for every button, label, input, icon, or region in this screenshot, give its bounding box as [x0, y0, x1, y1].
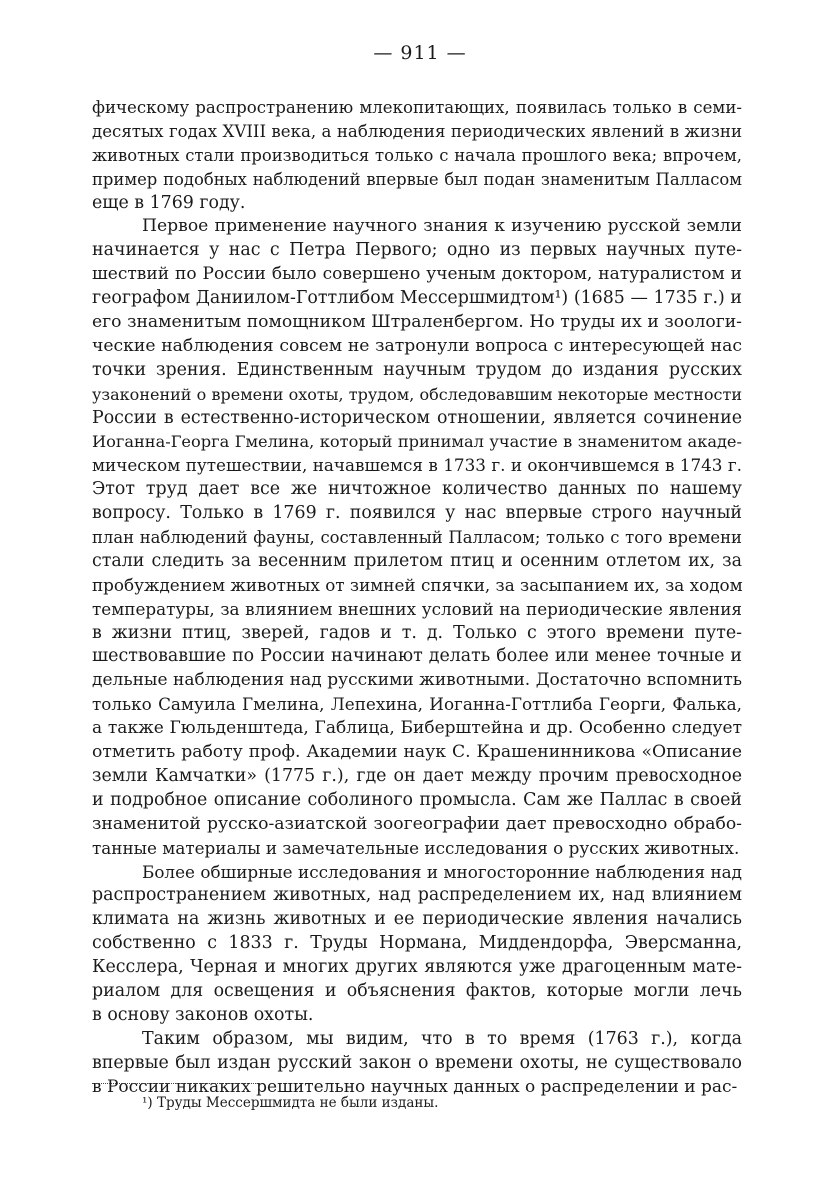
text-line: распространением животных, над распределением их, над влиянием: [92, 885, 742, 906]
text-line: фическому распространению млекопитающих, появилась только в семи-: [92, 98, 742, 117]
text-line: вопросу. Только в 1769 г. появился у нас впервые строго научный: [92, 503, 742, 524]
paragraph: [92, 861, 742, 1028]
text-line: мическом путешествии, начавшемся в 1733 г. и окончившемся в 1743 г.: [92, 455, 742, 476]
text-line: стали следить за весенним прилетом птиц и осенним отлетом их, за: [92, 550, 742, 571]
text-line: впервые был издан русский закон о времени охоты, не существовало: [92, 1052, 742, 1073]
page-number: — 911 —: [373, 42, 467, 64]
text-line: танные материалы и замечательные исследования о русских животных.: [92, 837, 740, 858]
text-line: в жизни птиц, зверей, гадов и т. д. Только с этого времени путе-: [92, 622, 742, 643]
body-text: [92, 96, 742, 1099]
text-line: знаменитой русско-азиатской зоогеографии дает превосходно обрабо-: [92, 813, 742, 834]
text-line: климата на жизнь животных и ее периодические явления начались: [92, 909, 742, 930]
text-line: только Самуила Гмелина, Лепехина, Иоганна-Готтлиба Георги, Фалька,: [92, 694, 742, 715]
footnote-divider: [92, 1083, 262, 1084]
text-line: дельные наблюдения над русскими животными. Достаточно вспомнить: [92, 670, 742, 691]
text-line: а также Гюльденштеда, Габлица, Биберштейна и др. Особенно следует: [92, 718, 742, 739]
text-line: в России никаких решительно научных данных о распределении и рас-: [92, 1076, 738, 1097]
text-line: еще в 1769 году.: [92, 192, 246, 213]
text-line: его знаменитым помощником Штраленбергом. Но труды их и зоологи-: [92, 312, 742, 333]
text-line: географом Даниилом-Готтлибом Мессершмидтом¹) (1685 — 1735 г.) и: [92, 288, 742, 309]
text-line: точки зрения. Единственным научным трудом до издания русских: [92, 359, 742, 380]
text-line: Этот труд дает все же ничтожное количество данных по нашему: [92, 479, 742, 500]
text-line: шествовавшие по России начинают делать более или менее точные и: [92, 646, 742, 667]
text-line: и подробное описание соболиного промысла. Сам же Паллас в своей: [92, 789, 742, 810]
paragraph: [92, 96, 742, 215]
text-line: Таким образом, мы видим, что в то время (1763 г.), когда: [142, 1028, 742, 1049]
footnote: ¹) Труды Мессершмидта не были изданы.: [142, 1095, 439, 1111]
text-line: отметить работу проф. Академии наук С. Крашенинникова «Описание: [92, 742, 742, 763]
text-line: ческие наблюдения совсем не затронули вопроса с интересующей нас: [92, 335, 742, 356]
text-line: шествий по России было совершено ученым доктором, натуралистом и: [92, 264, 742, 285]
text-line: Кесслера, Черная и многих других являются уже драгоценным мате-: [92, 957, 742, 978]
text-line: России в естественно-историческом отношении, является сочинение: [92, 407, 742, 428]
text-line: узаконений о времени охоты, трудом, обследовавшим некоторые местности: [92, 384, 742, 404]
text-line: десятых годах XVIII века, а наблюдения периодических явлений в жизни: [92, 121, 742, 141]
text-line: собственно с 1833 г. Труды Нормана, Миддендорфа, Эверсманна,: [92, 933, 742, 954]
text-line: животных стали производиться только с начала прошлого века; впрочем,: [92, 145, 742, 165]
paragraph: [92, 215, 742, 860]
text-line: начинается у нас с Петра Первого; одно из первых научных путе-: [92, 240, 742, 261]
text-line: земли Камчатки» (1775 г.), где он дает между прочим превосходное: [92, 765, 742, 786]
text-line: Первое применение научного знания к изучению русской земли: [142, 216, 742, 237]
text-line: Иоганна-Георга Гмелина, который принимал участие в знаменитом акаде-: [92, 432, 742, 452]
text-line: Более обширные исследования и многосторонние наблюдения над: [142, 861, 742, 882]
text-line: в основу законов охоты.: [92, 1004, 314, 1025]
text-line: пробуждением животных от зимней спячки, за засыпанием их, за ходом: [92, 574, 743, 595]
paragraph: [92, 1028, 742, 1100]
text-line: риалом для освещения и объяснения фактов, которые могли лечь: [92, 980, 742, 1001]
text-line: пример подобных наблюдений впервые был подан знаменитым Палласом: [92, 169, 742, 189]
text-line: температуры, за влиянием внешних условий на периодические явления: [92, 598, 742, 619]
text-line: план наблюдений фауны, составленный Палласом; только с того времени: [92, 528, 742, 548]
